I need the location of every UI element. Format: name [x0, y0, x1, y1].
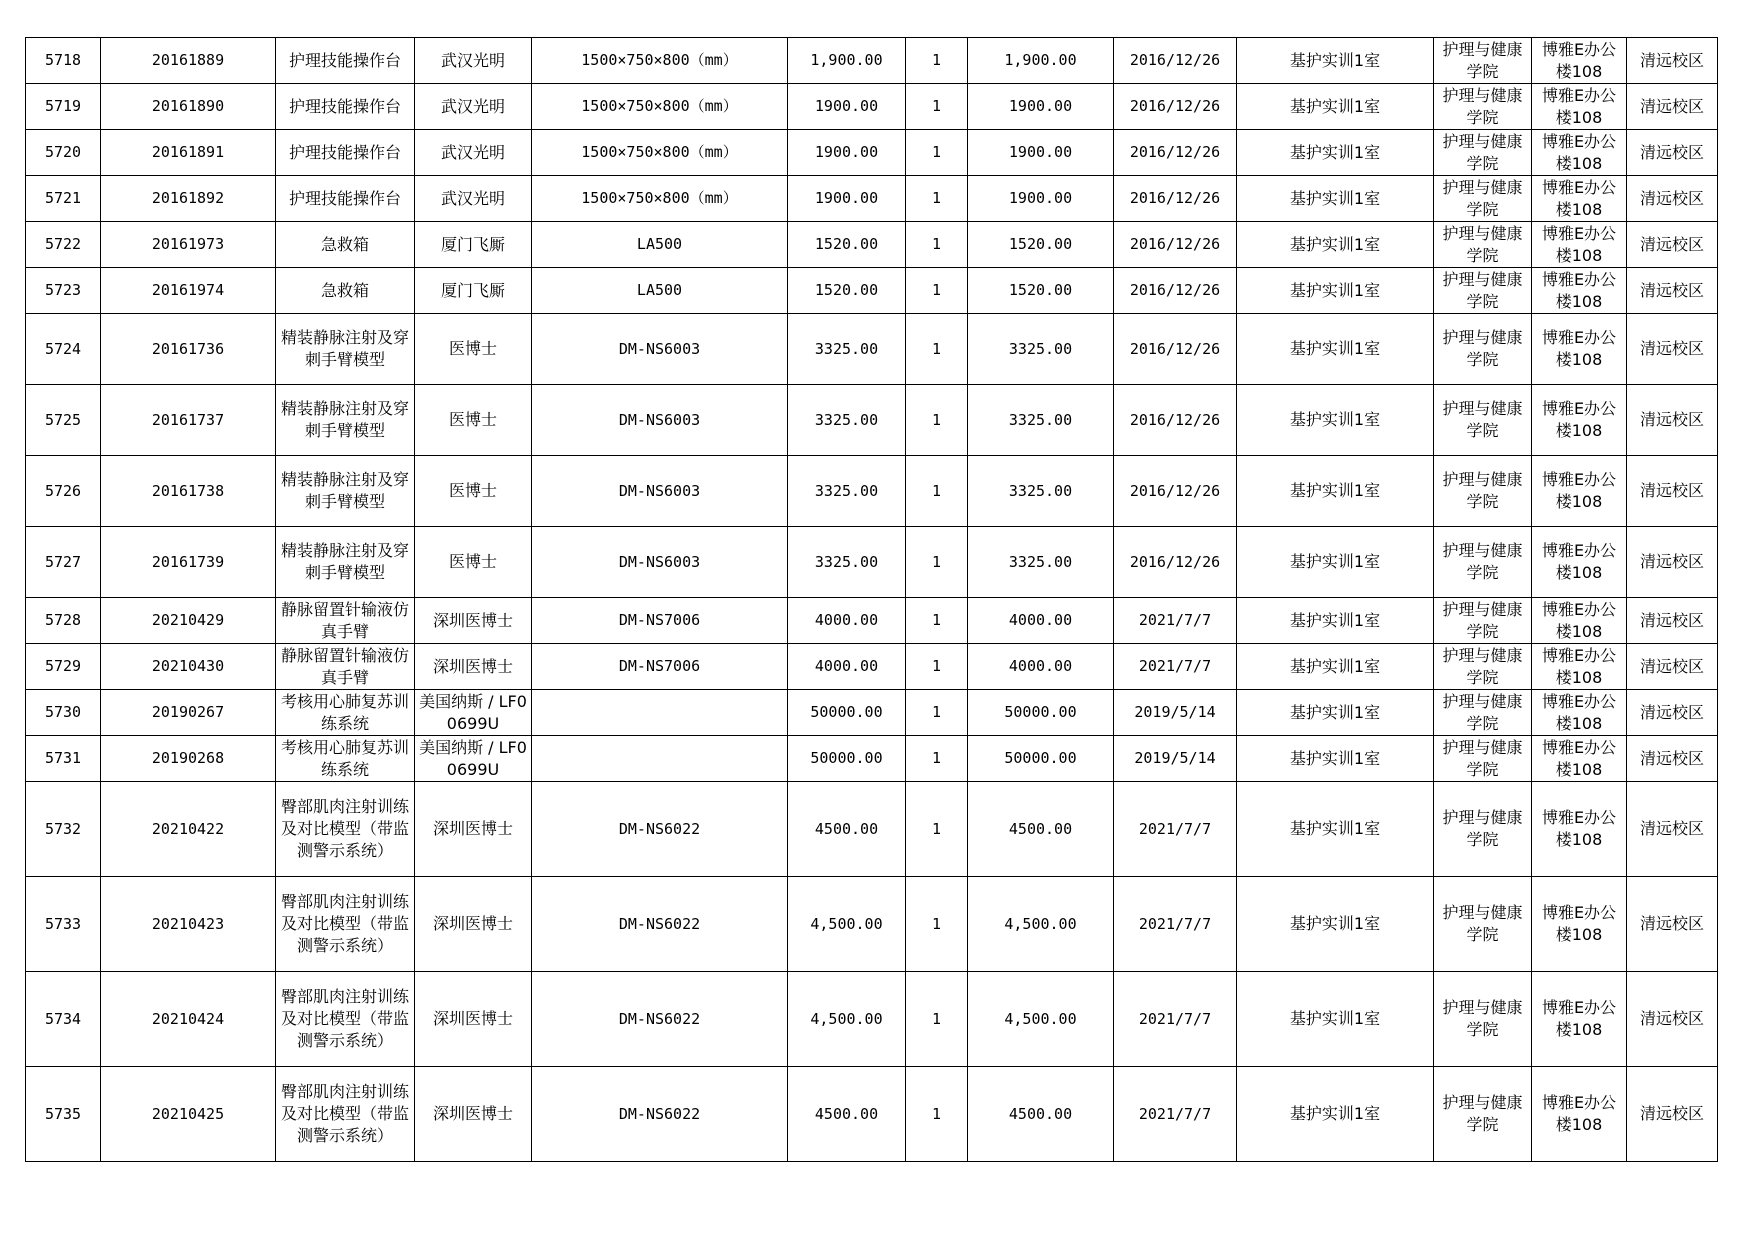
cell-seq: 5729 — [26, 644, 101, 690]
cell-location: 基护实训1室 — [1237, 176, 1434, 222]
table-row — [26, 130, 1718, 176]
table-row — [26, 972, 1718, 1067]
cell-asset-number: 20161890 — [101, 84, 276, 130]
cell-asset-name: 护理技能操作台 — [276, 38, 415, 84]
cell-department: 护理与健康学院 — [1434, 598, 1532, 644]
cell-asset-number: 20161739 — [101, 527, 276, 598]
cell-office: 博雅E办公楼108 — [1532, 222, 1627, 268]
cell-quantity: 1 — [906, 222, 968, 268]
cell-model: DM-NS7006 — [532, 598, 788, 644]
cell-quantity: 1 — [906, 690, 968, 736]
cell-asset-number: 20161891 — [101, 130, 276, 176]
cell-campus: 清远校区 — [1627, 1067, 1718, 1162]
cell-amount: 1900.00 — [968, 84, 1114, 130]
cell-unit-price: 1520.00 — [788, 268, 906, 314]
cell-asset-number: 20161889 — [101, 38, 276, 84]
cell-date: 2016/12/26 — [1114, 84, 1237, 130]
cell-office: 博雅E办公楼108 — [1532, 314, 1627, 385]
cell-date: 2021/7/7 — [1114, 598, 1237, 644]
cell-date: 2016/12/26 — [1114, 268, 1237, 314]
cell-quantity: 1 — [906, 385, 968, 456]
cell-seq: 5721 — [26, 176, 101, 222]
cell-amount: 1900.00 — [968, 130, 1114, 176]
cell-seq: 5720 — [26, 130, 101, 176]
cell-location: 基护实训1室 — [1237, 690, 1434, 736]
cell-manufacturer: 深圳医博士 — [415, 782, 532, 877]
cell-unit-price: 1900.00 — [788, 176, 906, 222]
cell-seq: 5730 — [26, 690, 101, 736]
cell-seq: 5719 — [26, 84, 101, 130]
cell-asset-name: 急救箱 — [276, 222, 415, 268]
cell-location: 基护实训1室 — [1237, 736, 1434, 782]
cell-manufacturer: 医博士 — [415, 314, 532, 385]
cell-model — [532, 690, 788, 736]
table-row — [26, 598, 1718, 644]
cell-model: LA500 — [532, 268, 788, 314]
cell-campus: 清远校区 — [1627, 38, 1718, 84]
cell-manufacturer: 武汉光明 — [415, 176, 532, 222]
cell-asset-name: 臀部肌肉注射训练及对比模型（带监测警示系统） — [276, 1067, 415, 1162]
cell-date: 2021/7/7 — [1114, 1067, 1237, 1162]
cell-model: DM-NS6022 — [532, 972, 788, 1067]
cell-location: 基护实训1室 — [1237, 84, 1434, 130]
cell-campus: 清远校区 — [1627, 972, 1718, 1067]
cell-quantity: 1 — [906, 972, 968, 1067]
cell-campus: 清远校区 — [1627, 385, 1718, 456]
cell-department: 护理与健康学院 — [1434, 782, 1532, 877]
cell-office: 博雅E办公楼108 — [1532, 690, 1627, 736]
cell-department: 护理与健康学院 — [1434, 385, 1532, 456]
table-row — [26, 38, 1718, 84]
cell-seq: 5733 — [26, 877, 101, 972]
cell-asset-number: 20190268 — [101, 736, 276, 782]
cell-date: 2016/12/26 — [1114, 456, 1237, 527]
cell-seq: 5718 — [26, 38, 101, 84]
cell-seq: 5723 — [26, 268, 101, 314]
cell-asset-name: 精装静脉注射及穿刺手臂模型 — [276, 385, 415, 456]
cell-date: 2016/12/26 — [1114, 385, 1237, 456]
asset-table-body — [26, 38, 1718, 1162]
cell-office: 博雅E办公楼108 — [1532, 736, 1627, 782]
cell-seq: 5727 — [26, 527, 101, 598]
cell-quantity: 1 — [906, 84, 968, 130]
table-row — [26, 456, 1718, 527]
cell-campus: 清远校区 — [1627, 84, 1718, 130]
cell-location: 基护实训1室 — [1237, 268, 1434, 314]
cell-asset-name: 精装静脉注射及穿刺手臂模型 — [276, 314, 415, 385]
cell-date: 2019/5/14 — [1114, 736, 1237, 782]
cell-campus: 清远校区 — [1627, 456, 1718, 527]
table-row — [26, 1067, 1718, 1162]
cell-manufacturer: 深圳医博士 — [415, 598, 532, 644]
cell-date: 2021/7/7 — [1114, 782, 1237, 877]
cell-seq: 5731 — [26, 736, 101, 782]
cell-campus: 清远校区 — [1627, 598, 1718, 644]
cell-manufacturer: 武汉光明 — [415, 38, 532, 84]
cell-office: 博雅E办公楼108 — [1532, 782, 1627, 877]
cell-campus: 清远校区 — [1627, 130, 1718, 176]
cell-date: 2016/12/26 — [1114, 222, 1237, 268]
cell-asset-name: 臀部肌肉注射训练及对比模型（带监测警示系统） — [276, 972, 415, 1067]
cell-location: 基护实训1室 — [1237, 782, 1434, 877]
cell-unit-price: 3325.00 — [788, 527, 906, 598]
cell-asset-name: 护理技能操作台 — [276, 130, 415, 176]
cell-manufacturer: 武汉光明 — [415, 130, 532, 176]
cell-date: 2016/12/26 — [1114, 176, 1237, 222]
cell-asset-name: 精装静脉注射及穿刺手臂模型 — [276, 527, 415, 598]
cell-manufacturer: 医博士 — [415, 385, 532, 456]
cell-office: 博雅E办公楼108 — [1532, 456, 1627, 527]
asset-table — [25, 37, 1718, 1162]
cell-quantity: 1 — [906, 644, 968, 690]
table-row — [26, 268, 1718, 314]
cell-department: 护理与健康学院 — [1434, 84, 1532, 130]
cell-manufacturer: 深圳医博士 — [415, 1067, 532, 1162]
cell-department: 护理与健康学院 — [1434, 877, 1532, 972]
table-row — [26, 877, 1718, 972]
cell-unit-price: 4,500.00 — [788, 877, 906, 972]
cell-amount: 4500.00 — [968, 782, 1114, 877]
cell-seq: 5722 — [26, 222, 101, 268]
cell-model: DM-NS6003 — [532, 314, 788, 385]
cell-seq: 5728 — [26, 598, 101, 644]
cell-asset-number: 20210429 — [101, 598, 276, 644]
cell-department: 护理与健康学院 — [1434, 314, 1532, 385]
cell-manufacturer: 美国纳斯 / LF00699U — [415, 690, 532, 736]
cell-location: 基护实训1室 — [1237, 972, 1434, 1067]
cell-seq: 5725 — [26, 385, 101, 456]
cell-amount: 4000.00 — [968, 644, 1114, 690]
cell-campus: 清远校区 — [1627, 314, 1718, 385]
cell-manufacturer: 深圳医博士 — [415, 644, 532, 690]
cell-department: 护理与健康学院 — [1434, 972, 1532, 1067]
cell-seq: 5735 — [26, 1067, 101, 1162]
cell-asset-name: 臀部肌肉注射训练及对比模型（带监测警示系统） — [276, 877, 415, 972]
cell-quantity: 1 — [906, 736, 968, 782]
cell-unit-price: 50000.00 — [788, 690, 906, 736]
cell-location: 基护实训1室 — [1237, 222, 1434, 268]
table-row — [26, 527, 1718, 598]
cell-amount: 3325.00 — [968, 456, 1114, 527]
cell-manufacturer: 医博士 — [415, 456, 532, 527]
cell-asset-number: 20161892 — [101, 176, 276, 222]
cell-amount: 1520.00 — [968, 222, 1114, 268]
cell-manufacturer: 医博士 — [415, 527, 532, 598]
cell-seq: 5732 — [26, 782, 101, 877]
cell-location: 基护实训1室 — [1237, 130, 1434, 176]
cell-campus: 清远校区 — [1627, 222, 1718, 268]
cell-quantity: 1 — [906, 314, 968, 385]
cell-location: 基护实训1室 — [1237, 314, 1434, 385]
cell-office: 博雅E办公楼108 — [1532, 268, 1627, 314]
cell-department: 护理与健康学院 — [1434, 456, 1532, 527]
cell-office: 博雅E办公楼108 — [1532, 176, 1627, 222]
cell-office: 博雅E办公楼108 — [1532, 877, 1627, 972]
cell-amount: 4500.00 — [968, 1067, 1114, 1162]
cell-department: 护理与健康学院 — [1434, 527, 1532, 598]
cell-department: 护理与健康学院 — [1434, 222, 1532, 268]
table-row — [26, 736, 1718, 782]
cell-seq: 5724 — [26, 314, 101, 385]
cell-model: DM-NS6003 — [532, 527, 788, 598]
cell-amount: 4000.00 — [968, 598, 1114, 644]
cell-location: 基护实训1室 — [1237, 456, 1434, 527]
cell-unit-price: 4,500.00 — [788, 972, 906, 1067]
cell-unit-price: 1520.00 — [788, 222, 906, 268]
cell-date: 2016/12/26 — [1114, 314, 1237, 385]
cell-campus: 清远校区 — [1627, 782, 1718, 877]
cell-date: 2021/7/7 — [1114, 877, 1237, 972]
cell-asset-number: 20161736 — [101, 314, 276, 385]
cell-office: 博雅E办公楼108 — [1532, 385, 1627, 456]
table-row — [26, 84, 1718, 130]
cell-office: 博雅E办公楼108 — [1532, 972, 1627, 1067]
cell-campus: 清远校区 — [1627, 527, 1718, 598]
cell-department: 护理与健康学院 — [1434, 38, 1532, 84]
cell-amount: 1900.00 — [968, 176, 1114, 222]
cell-campus: 清远校区 — [1627, 176, 1718, 222]
cell-model: 1500×750×800（mm） — [532, 38, 788, 84]
cell-asset-number: 20161737 — [101, 385, 276, 456]
cell-asset-number: 20210425 — [101, 1067, 276, 1162]
cell-location: 基护实训1室 — [1237, 38, 1434, 84]
cell-quantity: 1 — [906, 130, 968, 176]
cell-department: 护理与健康学院 — [1434, 690, 1532, 736]
cell-quantity: 1 — [906, 176, 968, 222]
cell-asset-number: 20210430 — [101, 644, 276, 690]
cell-location: 基护实训1室 — [1237, 644, 1434, 690]
table-row — [26, 314, 1718, 385]
table-row — [26, 222, 1718, 268]
cell-quantity: 1 — [906, 268, 968, 314]
cell-asset-name: 臀部肌肉注射训练及对比模型（带监测警示系统） — [276, 782, 415, 877]
table-row — [26, 690, 1718, 736]
cell-asset-name: 护理技能操作台 — [276, 176, 415, 222]
cell-location: 基护实训1室 — [1237, 1067, 1434, 1162]
cell-seq: 5726 — [26, 456, 101, 527]
cell-manufacturer: 深圳医博士 — [415, 877, 532, 972]
cell-office: 博雅E办公楼108 — [1532, 527, 1627, 598]
cell-unit-price: 4000.00 — [788, 598, 906, 644]
cell-date: 2021/7/7 — [1114, 644, 1237, 690]
cell-date: 2016/12/26 — [1114, 527, 1237, 598]
cell-unit-price: 1900.00 — [788, 130, 906, 176]
cell-amount: 4,500.00 — [968, 972, 1114, 1067]
cell-date: 2021/7/7 — [1114, 972, 1237, 1067]
cell-model: DM-NS6022 — [532, 782, 788, 877]
cell-date: 2016/12/26 — [1114, 130, 1237, 176]
cell-unit-price: 3325.00 — [788, 314, 906, 385]
cell-amount: 4,500.00 — [968, 877, 1114, 972]
cell-unit-price: 3325.00 — [788, 456, 906, 527]
cell-amount: 3325.00 — [968, 385, 1114, 456]
cell-office: 博雅E办公楼108 — [1532, 644, 1627, 690]
cell-location: 基护实训1室 — [1237, 598, 1434, 644]
cell-asset-number: 20161738 — [101, 456, 276, 527]
cell-model: DM-NS6003 — [532, 385, 788, 456]
cell-asset-name: 考核用心肺复苏训练系统 — [276, 690, 415, 736]
cell-unit-price: 50000.00 — [788, 736, 906, 782]
cell-asset-name: 静脉留置针输液仿真手臂 — [276, 644, 415, 690]
cell-manufacturer: 美国纳斯 / LF00699U — [415, 736, 532, 782]
cell-asset-number: 20210423 — [101, 877, 276, 972]
cell-date: 2016/12/26 — [1114, 38, 1237, 84]
cell-quantity: 1 — [906, 38, 968, 84]
cell-department: 护理与健康学院 — [1434, 176, 1532, 222]
cell-model — [532, 736, 788, 782]
cell-campus: 清远校区 — [1627, 877, 1718, 972]
cell-asset-name: 静脉留置针输液仿真手臂 — [276, 598, 415, 644]
cell-amount: 1,900.00 — [968, 38, 1114, 84]
cell-asset-number: 20210424 — [101, 972, 276, 1067]
table-row — [26, 176, 1718, 222]
cell-quantity: 1 — [906, 782, 968, 877]
cell-office: 博雅E办公楼108 — [1532, 38, 1627, 84]
cell-quantity: 1 — [906, 456, 968, 527]
table-row — [26, 782, 1718, 877]
cell-department: 护理与健康学院 — [1434, 736, 1532, 782]
cell-department: 护理与健康学院 — [1434, 268, 1532, 314]
cell-asset-name: 精装静脉注射及穿刺手臂模型 — [276, 456, 415, 527]
cell-amount: 1520.00 — [968, 268, 1114, 314]
cell-asset-name: 护理技能操作台 — [276, 84, 415, 130]
cell-location: 基护实训1室 — [1237, 877, 1434, 972]
table-row — [26, 644, 1718, 690]
cell-department: 护理与健康学院 — [1434, 130, 1532, 176]
cell-amount: 3325.00 — [968, 527, 1114, 598]
cell-model: 1500×750×800（mm） — [532, 84, 788, 130]
cell-location: 基护实训1室 — [1237, 385, 1434, 456]
cell-department: 护理与健康学院 — [1434, 1067, 1532, 1162]
cell-model: 1500×750×800（mm） — [532, 176, 788, 222]
cell-model: DM-NS6003 — [532, 456, 788, 527]
cell-office: 博雅E办公楼108 — [1532, 598, 1627, 644]
cell-model: LA500 — [532, 222, 788, 268]
cell-campus: 清远校区 — [1627, 736, 1718, 782]
cell-asset-name: 考核用心肺复苏训练系统 — [276, 736, 415, 782]
cell-model: DM-NS7006 — [532, 644, 788, 690]
cell-manufacturer: 武汉光明 — [415, 84, 532, 130]
cell-manufacturer: 厦门飞厮 — [415, 222, 532, 268]
cell-amount: 50000.00 — [968, 736, 1114, 782]
cell-unit-price: 4500.00 — [788, 1067, 906, 1162]
table-row — [26, 385, 1718, 456]
cell-model: 1500×750×800（mm） — [532, 130, 788, 176]
cell-date: 2019/5/14 — [1114, 690, 1237, 736]
cell-amount: 50000.00 — [968, 690, 1114, 736]
cell-unit-price: 3325.00 — [788, 385, 906, 456]
cell-asset-number: 20161974 — [101, 268, 276, 314]
cell-model: DM-NS6022 — [532, 877, 788, 972]
cell-campus: 清远校区 — [1627, 690, 1718, 736]
cell-campus: 清远校区 — [1627, 644, 1718, 690]
cell-department: 护理与健康学院 — [1434, 644, 1532, 690]
cell-location: 基护实训1室 — [1237, 527, 1434, 598]
cell-asset-number: 20161973 — [101, 222, 276, 268]
cell-unit-price: 1,900.00 — [788, 38, 906, 84]
cell-amount: 3325.00 — [968, 314, 1114, 385]
cell-asset-name: 急救箱 — [276, 268, 415, 314]
cell-unit-price: 4000.00 — [788, 644, 906, 690]
cell-manufacturer: 深圳医博士 — [415, 972, 532, 1067]
cell-quantity: 1 — [906, 877, 968, 972]
cell-manufacturer: 厦门飞厮 — [415, 268, 532, 314]
cell-model: DM-NS6022 — [532, 1067, 788, 1162]
cell-office: 博雅E办公楼108 — [1532, 84, 1627, 130]
cell-unit-price: 1900.00 — [788, 84, 906, 130]
cell-quantity: 1 — [906, 1067, 968, 1162]
cell-asset-number: 20210422 — [101, 782, 276, 877]
cell-asset-number: 20190267 — [101, 690, 276, 736]
cell-quantity: 1 — [906, 598, 968, 644]
cell-unit-price: 4500.00 — [788, 782, 906, 877]
cell-office: 博雅E办公楼108 — [1532, 130, 1627, 176]
cell-quantity: 1 — [906, 527, 968, 598]
cell-seq: 5734 — [26, 972, 101, 1067]
cell-campus: 清远校区 — [1627, 268, 1718, 314]
cell-office: 博雅E办公楼108 — [1532, 1067, 1627, 1162]
